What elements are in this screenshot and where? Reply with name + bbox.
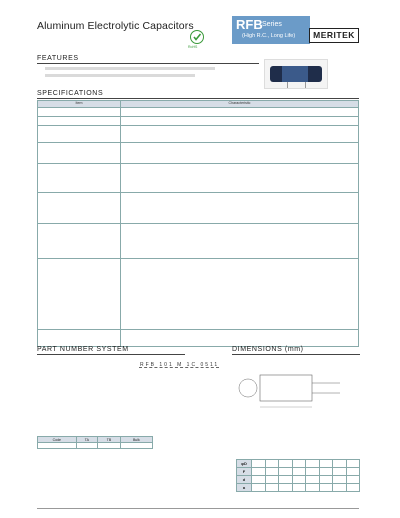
table-cell: F: [237, 468, 252, 476]
rohs-check-icon: [190, 30, 204, 44]
capacitor-sleeve-band: [282, 66, 308, 82]
table-cell: d: [237, 476, 252, 484]
page-title: Aluminum Electrolytic Capacitors: [37, 20, 194, 32]
series-subtitle: (High R.C., Long Life): [242, 33, 296, 39]
table-row: [237, 468, 360, 476]
footer-rule: [37, 508, 359, 509]
features-heading: FEATURES: [37, 55, 79, 62]
specifications-heading: SPECIFICATIONS: [37, 90, 104, 97]
dimensions-table: [236, 459, 360, 492]
table-row: [38, 224, 359, 259]
table-row: [38, 126, 359, 143]
dimensions-rule: [232, 354, 360, 355]
table-cell: φD: [237, 460, 252, 468]
part-number-code: RFB 101 M 1C 0511: [140, 362, 220, 368]
table-cell: a: [237, 484, 252, 492]
feature-line-1: [45, 67, 215, 70]
table-row: [38, 443, 153, 449]
capacitor-lead: [305, 82, 306, 88]
dimension-drawing: [232, 363, 352, 413]
table-cell: TA: [76, 437, 98, 443]
dimensions-heading: DIMENSIONS (mm): [232, 346, 304, 353]
table-cell: TB: [98, 437, 121, 443]
brand-logo: MERITEK: [309, 28, 359, 43]
table-row: [38, 259, 359, 330]
part-number-rule: [37, 354, 185, 355]
table-cell: Bulk: [120, 437, 152, 443]
table-row: [38, 193, 359, 224]
part-number-heading: PART NUMBER SYSTEM: [37, 346, 129, 353]
features-rule: [37, 63, 259, 64]
column-header-item: Item: [38, 101, 121, 108]
rohs-label: RoHS: [188, 45, 198, 49]
packaging-table: [37, 436, 153, 449]
table-row: [237, 460, 360, 468]
capacitor-body: [270, 66, 322, 82]
capacitor-photo: [264, 59, 328, 89]
table-cell: Code: [38, 437, 77, 443]
feature-line-2: [45, 74, 195, 77]
specifications-rule: [37, 98, 359, 99]
series-badge: [232, 16, 310, 44]
table-row: [38, 108, 359, 117]
capacitor-lead: [287, 82, 288, 88]
table-row: [38, 330, 359, 347]
series-code: RFB: [236, 17, 263, 32]
table-header-row: [38, 101, 359, 108]
series-word: Series: [262, 21, 282, 28]
part-number-leader-lines: [139, 367, 219, 368]
table-row: [237, 476, 360, 484]
specifications-table: [37, 100, 359, 347]
table-row: [237, 484, 360, 492]
table-row: [38, 143, 359, 164]
table-row: [38, 117, 359, 126]
table-row: [38, 164, 359, 193]
column-header-characteristic: Characteristic: [121, 101, 359, 108]
